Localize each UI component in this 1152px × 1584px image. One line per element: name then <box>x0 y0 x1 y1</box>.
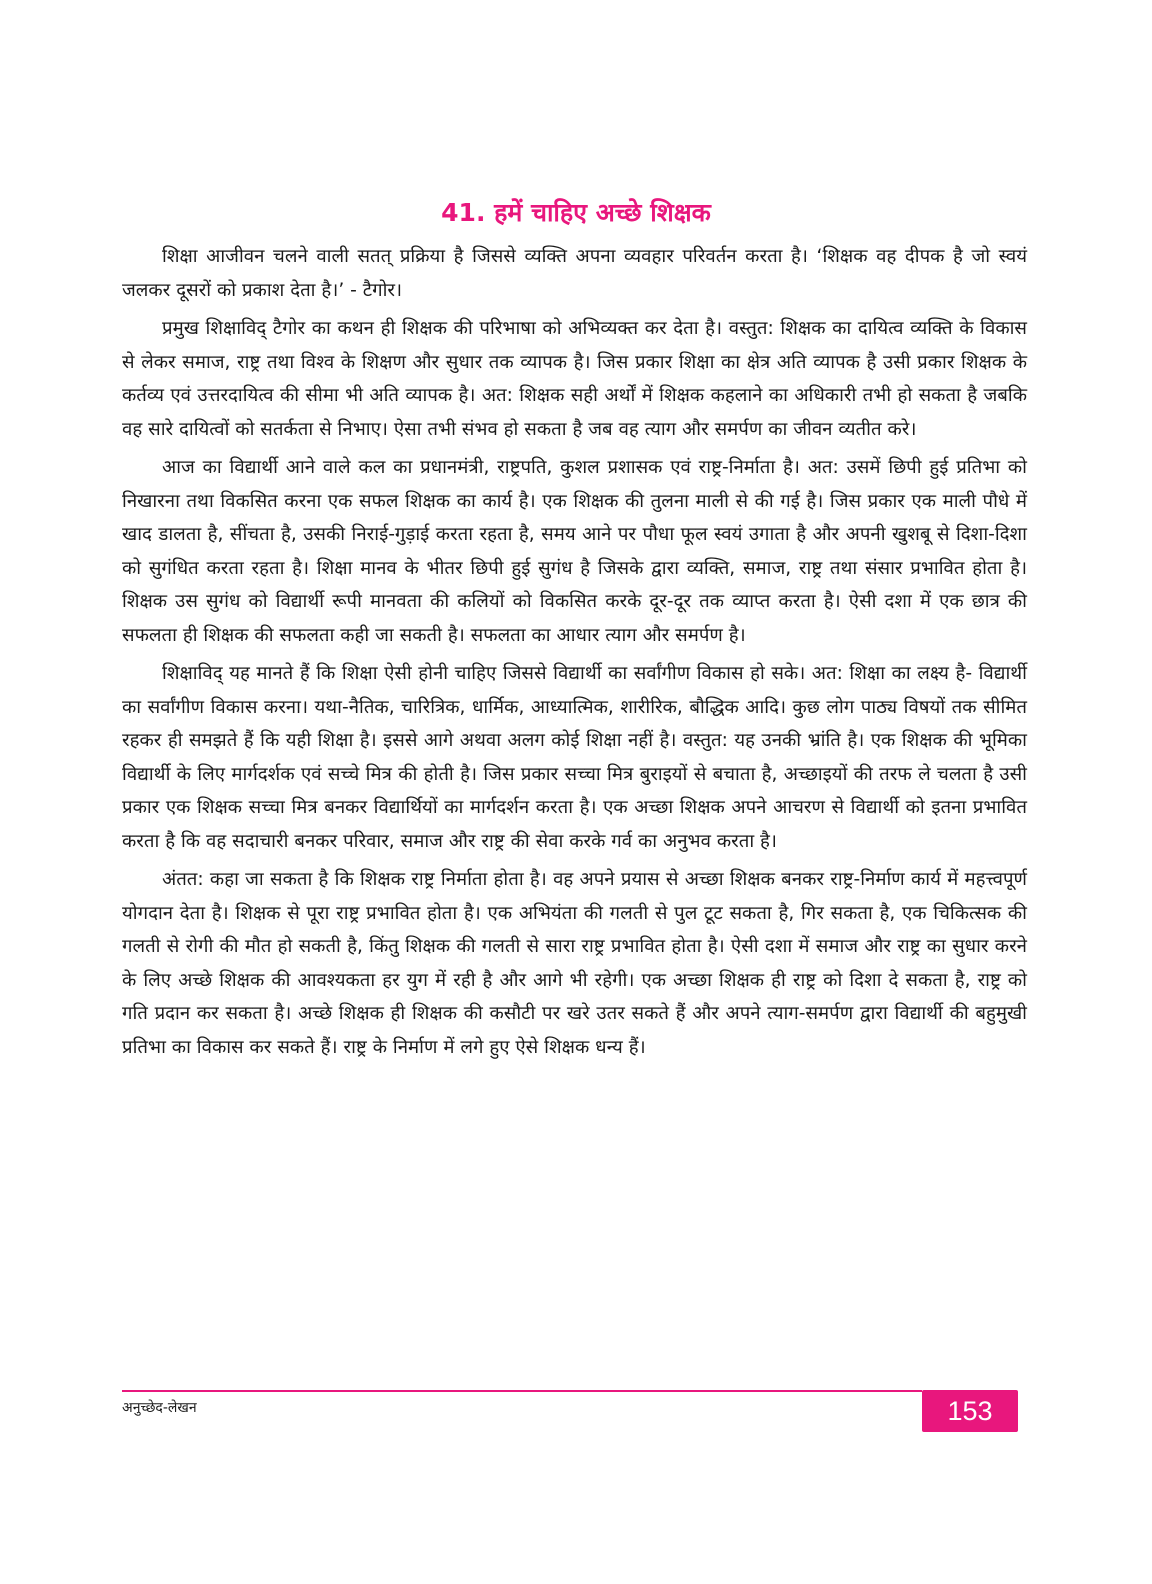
paragraph-2: प्रमुख शिक्षाविद् टैगोर का कथन ही शिक्षक की परिभाषा को अभिव्यक्त कर देता है। वस्तुत: शिक्षक का दायित्व व्यक्ति के विकास से लेकर समाज, राष्ट्र तथा विश्व के शिक्षण और सुधार तक व्यापक है। जिस प्रकार शिक्षा का क्षेत्र अति व्यापक है उसी प्रकार शिक्षक के कर्तव्य एवं उत्तरदायित्व की सीमा भी अति व्यापक है। अत: शिक्षक सही अर्थों में शिक्षक कहलाने का अधिकारी तभी हो सकता है जबकि वह सारे दायित्वों को सतर्कता से निभाए। ऐसा तभी संभव हो सकता है जब वह त्याग और समर्पण का जीवन व्यतीत करे। <box>122 318 1027 440</box>
paragraph-4: शिक्षाविद् यह मानते हैं कि शिक्षा ऐसी होनी चाहिए जिससे विद्यार्थी का सर्वांगीण विकास हो सके। अत: शिक्षा का लक्ष्य है- विद्यार्थी का सर्वांगीण विकास करना। यथा-नैतिक, चारित्रिक, धार्मिक, आध्यात्मिक, शारीरिक, बौद्धिक आदि। कुछ लोग पाठ्य विषयों तक सीमित रहकर ही समझते हैं कि यही शिक्षा है। इससे आगे अथवा अलग कोई शिक्षा नहीं है। वस्तुत: यह उनकी भ्रांति है। एक शिक्षक की भूमिका विद्यार्थी के लिए मार्गदर्शक एवं सच्चे मित्र की होती है। जिस प्रकार सच्चा मित्र बुराइयों से बचाता है, अच्छाइयों की तरफ ले चलता है उसी प्रकार एक शिक्षक सच्चा मित्र बनकर विद्यार्थियों का मार्गदर्शन करता है। एक अच्छा शिक्षक अपने आचरण से विद्यार्थी को इतना प्रभावित करता है कि वह सदाचारी बनकर परिवार, समाज और राष्ट्र की सेवा करके गर्व का अनुभव करता है। <box>122 663 1027 852</box>
chapter-body <box>122 240 1027 1069</box>
paragraph-1: शिक्षा आजीवन चलने वाली सतत् प्रक्रिया है जिससे व्यक्ति अपना व्यवहार परिवर्तन करता है। ‘शिक्षक वह दीपक है जो स्वयं जलकर दूसरों को प्रकाश देता है।’ - टैगोर। <box>122 246 1027 301</box>
chapter-title: 41. हमें चाहिए अच्छे शिक्षक <box>441 198 711 227</box>
page-number-badge: 153 <box>922 1390 1018 1432</box>
footer-section-label: अनुच्छेद-लेखन <box>122 1400 197 1416</box>
footer-divider <box>122 1390 922 1392</box>
paragraph-5: अंतत: कहा जा सकता है कि शिक्षक राष्ट्र निर्माता होता है। वह अपने प्रयास से अच्छा शिक्षक बनकर राष्ट्र-निर्माण कार्य में महत्त्वपूर्ण योगदान देता है। शिक्षक से पूरा राष्ट्र प्रभावित होता है। एक अभियंता की गलती से पुल टूट सकता है, गिर सकता है, एक चिकित्सक की गलती से रोगी की मौत हो सकती है, किंतु शिक्षक की गलती से सारा राष्ट्र प्रभावित होता है। ऐसी दशा में समाज और राष्ट्र का सुधार करने के लिए अच्छे शिक्षक की आवश्यकता हर युग में रही है और आगे भी रहेगी। एक अच्छा शिक्षक ही राष्ट्र को दिशा दे सकता है, राष्ट्र को गति प्रदान कर सकता है। अच्छे शिक्षक ही शिक्षक की कसौटी पर खरे उतर सकते हैं और अपने त्याग-समर्पण द्वारा विद्यार्थी की बहुमुखी प्रतिभा का विकास कर सकते हैं। राष्ट्र के निर्माण में लगे हुए ऐसे शिक्षक धन्य हैं। <box>122 869 1027 1058</box>
paragraph-3: आज का विद्यार्थी आने वाले कल का प्रधानमंत्री, राष्ट्रपति, कुशल प्रशासक एवं राष्ट्र-निर्माता है। अत: उसमें छिपी हुई प्रतिभा को निखारना तथा विकसित करना एक सफल शिक्षक का कार्य है। एक शिक्षक की तुलना माली से की गई है। जिस प्रकार एक माली पौधे में खाद डालता है, सींचता है, उसकी निराई-गुड़ाई करता रहता है, समय आने पर पौधा फूल स्वयं उगाता है और अपनी खुशबू से दिशा-दिशा को सुगंधित करता रहता है। शिक्षा मानव के भीतर छिपी हुई सुगंध है जिसके द्वारा व्यक्ति, समाज, राष्ट्र तथा संसार प्रभावित होता है। शिक्षक उस सुगंध को विद्यार्थी रूपी मानवता की कलियों को विकसित करके दूर-दूर तक व्याप्त करता है। ऐसी दशा में एक छात्र की सफलता ही शिक्षक की सफलता कही जा सकती है। सफलता का आधार त्याग और समर्पण है। <box>122 457 1027 646</box>
